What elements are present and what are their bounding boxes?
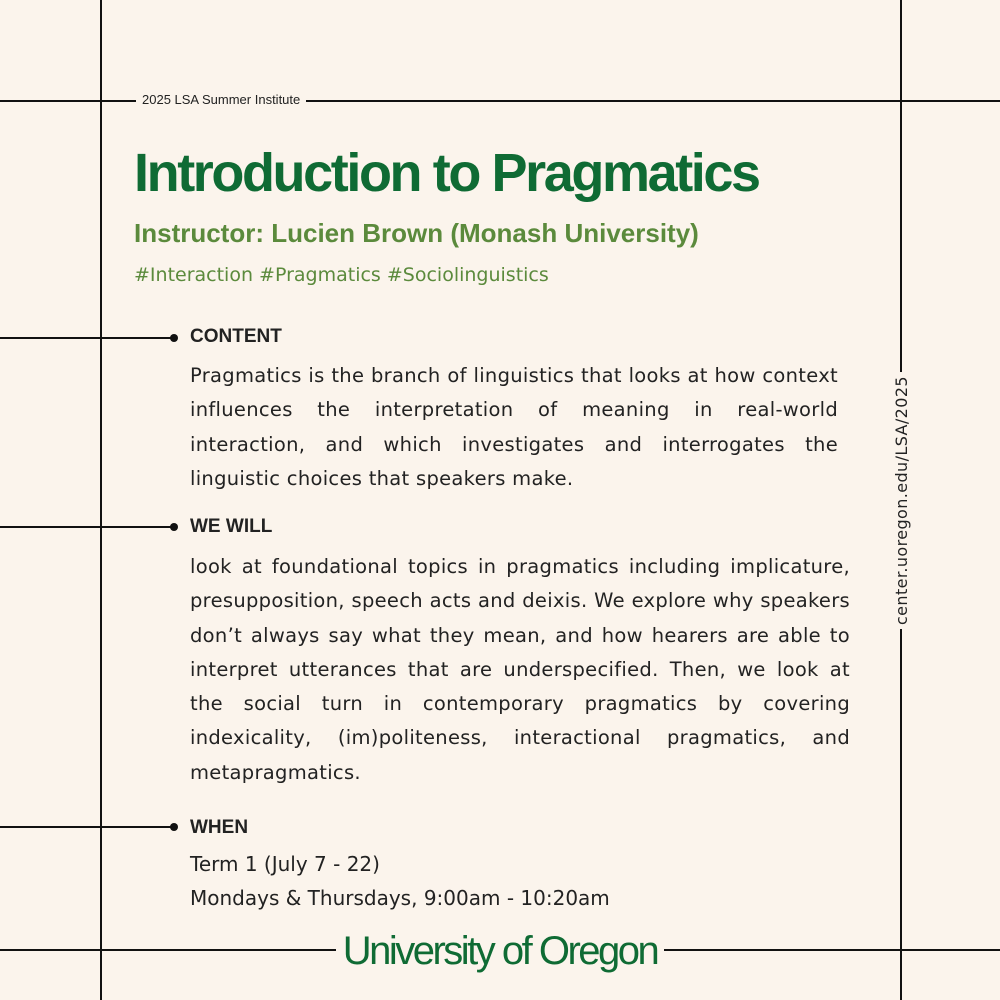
course-title: Introduction to Pragmatics	[134, 143, 759, 203]
when-connector-line	[0, 826, 172, 828]
we-will-text: look at foundational topics in pragmatics including implicature, presupposition, speech acts and deixis. We explore why speakers don’t always say what they mean, and how hearers are able to interpret utterances that are underspecified. Then, we look at the social turn in contemporary pragmatics by covering indexicality, (im)politeness, interactional pragmatics, and metapragmatics.	[190, 555, 850, 784]
university-logo-text: University of Oregon	[336, 925, 664, 977]
we-will-heading: WE WILL	[190, 516, 273, 537]
content-bullet-dot	[170, 334, 178, 342]
when-term-line: Term 1 (July 7 - 22)	[190, 852, 380, 876]
when-schedule-line: Mondays & Thursdays, 9:00am - 10:20am	[190, 886, 610, 910]
hashtags: #Interaction #Pragmatics #Sociolinguistics	[134, 264, 549, 286]
instructor-line: Instructor: Lucien Brown (Monash University)	[134, 218, 699, 248]
we-will-bullet-dot	[170, 523, 178, 531]
when-heading: WHEN	[190, 817, 249, 838]
side-url-container	[892, 360, 911, 640]
we-will-connector-line	[0, 526, 172, 528]
content-text: Pragmatics is the branch of linguistics that looks at how context influences the interpretation of meaning in real-world interaction, and which investigates and interrogates the linguistic choices that speakers make.	[190, 364, 838, 490]
left-vertical-rule	[100, 0, 102, 1000]
side-url[interactable]: center.uoregon.edu/LSA/2025	[892, 371, 911, 628]
when-bullet-dot	[170, 823, 178, 831]
content-connector-line	[0, 337, 172, 339]
when-details	[190, 847, 610, 915]
content-heading: CONTENT	[190, 326, 282, 347]
event-label: 2025 LSA Summer Institute	[136, 92, 306, 107]
